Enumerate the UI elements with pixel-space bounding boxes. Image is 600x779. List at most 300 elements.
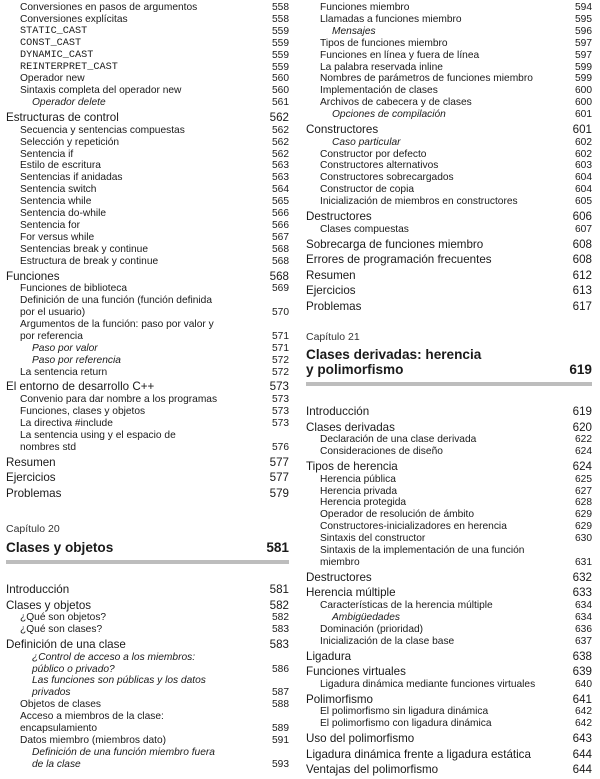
toc-entry (320, 600, 592, 612)
toc-entry-title: Ligadura dinámica mediante funciones virtuales (320, 678, 536, 690)
toc-entry-page: 625 (575, 473, 592, 485)
toc-entry (20, 418, 289, 430)
toc-entry-page: 573 (272, 394, 289, 406)
toc-entry-title: Herencia privada (320, 485, 398, 497)
toc-entry-page: 563 (272, 172, 289, 184)
toc-entry (320, 149, 592, 161)
chapter-21-header (306, 331, 592, 386)
chapter-title: Clases derivadas: herencia y polimorfismo (306, 347, 482, 377)
toc-entry-page: 644 (572, 747, 592, 761)
chapter-20-header (6, 523, 289, 564)
toc-entry-title: Declaración de una clase derivada (320, 434, 477, 446)
toc-entry (320, 509, 592, 521)
toc-entry (6, 111, 289, 125)
toc-entry-title: Acceso a miembros de la clase: encapsulamiento (20, 711, 164, 735)
toc-entry (320, 446, 592, 458)
toc-entry (20, 319, 289, 343)
toc-entry-title: REINTERPRET_CAST (20, 61, 118, 73)
toc-entry (20, 50, 289, 62)
toc-entry (6, 487, 289, 501)
toc-entry-title: Constructores alternativos (320, 160, 439, 172)
toc-entry-title: Consideraciones de diseño (320, 446, 443, 458)
toc-entry (20, 137, 289, 149)
toc-entry (306, 571, 592, 585)
toc-entry-title: Herencia pública (320, 473, 396, 485)
toc-entry (6, 583, 289, 597)
toc-entry-title: Opciones de compilación (332, 109, 446, 121)
toc-entry-page: 577 (269, 455, 289, 469)
toc-entry (320, 624, 592, 636)
toc-entry-page: 566 (272, 220, 289, 231)
toc-entry-page: 591 (272, 734, 289, 746)
toc-entry-title: Destructores (306, 570, 372, 584)
toc-entry (320, 2, 592, 14)
toc-entry (20, 244, 289, 256)
left-top-entries (6, 2, 289, 500)
toc-entry-title: La palabra reservada inline (320, 61, 443, 73)
toc-entry-page: 607 (575, 223, 592, 235)
toc-entry-title: Operador new (20, 73, 85, 85)
toc-entry (320, 636, 592, 648)
toc-entry-title: Inicialización de la clase base (320, 635, 455, 647)
toc-entry-title: La sentencia using y el espacio de nombres std (20, 429, 176, 453)
toc-entry-page: 560 (272, 73, 289, 85)
toc-entry (320, 172, 592, 184)
toc-entry-title: Estructuras de control (6, 111, 119, 125)
toc-entry-page: 602 (575, 148, 592, 160)
toc-entry-title: Características de la herencia múltiple (320, 600, 493, 612)
toc-entry (306, 405, 592, 419)
toc-entry-title: Convenio para dar nombre a los programas (20, 394, 218, 406)
toc-entry-page: 630 (575, 533, 592, 545)
toc-entry-title: Constructores (306, 123, 379, 137)
toc-entry-page: 638 (572, 649, 592, 663)
toc-entry-page: 599 (575, 61, 592, 73)
toc-entry-title: Funciones, clases y objetos (20, 405, 146, 417)
toc-entry-title: Implementación de clases (320, 85, 438, 97)
toc-entry (306, 732, 592, 746)
toc-entry-page: 560 (272, 85, 289, 97)
toc-entry-page: 566 (272, 208, 289, 220)
toc-entry-title: Funciones de biblioteca (20, 283, 128, 295)
chapter-label: Capítulo 20 (6, 523, 60, 535)
toc-entry (320, 97, 592, 109)
toc-entry-page: 603 (575, 160, 592, 172)
chapter-heading (6, 540, 289, 555)
toc-entry (20, 624, 289, 636)
toc-entry-title: Funciones virtuales (306, 665, 406, 679)
toc-entry (20, 711, 289, 735)
toc-entry (20, 295, 289, 319)
toc-entry (320, 545, 592, 569)
toc-entry-title: Sentencias break y continue (20, 243, 148, 255)
toc-entry (320, 196, 592, 208)
toc-entry (6, 456, 289, 470)
toc-entry-page: 562 (272, 136, 289, 148)
toc-entry-page: 571 (272, 330, 289, 342)
toc-entry-page: 564 (272, 184, 289, 196)
toc-entry-page: 605 (575, 196, 592, 208)
chapter-divider (6, 560, 289, 564)
toc-entry-page: 571 (272, 342, 289, 354)
toc-entry-page: 644 (572, 763, 592, 777)
toc-entry (332, 612, 592, 624)
toc-entry (306, 748, 592, 762)
chapter-label: Capítulo 21 (306, 331, 360, 343)
toc-entry-title: Inicialización de miembros en constructores (320, 196, 518, 208)
toc-entry-title: La sentencia return (20, 366, 108, 378)
toc-entry (32, 747, 289, 771)
toc-entry (320, 73, 592, 85)
toc-entry-title: Constructores-inicializadores en herencia (320, 521, 507, 533)
toc-entry-title: Ambigüedades (332, 611, 400, 623)
toc-entry (320, 62, 592, 74)
toc-entry-page: 570 (272, 307, 289, 319)
toc-entry-page: 628 (575, 497, 592, 509)
toc-entry (6, 471, 289, 485)
toc-entry (306, 460, 592, 474)
toc-entry-title: Constructor por defecto (320, 148, 427, 160)
toc-entry-page: 599 (575, 73, 592, 85)
toc-entry-page: 640 (575, 678, 592, 690)
toc-entry-title: Estructura de break y continue (20, 255, 159, 267)
toc-entry (6, 599, 289, 613)
toc-entry-title: Constructores sobrecargados (320, 172, 454, 184)
toc-entry-title: Polimorfismo (306, 692, 373, 706)
toc-entry-page: 634 (575, 600, 592, 612)
toc-entry (306, 210, 592, 224)
toc-entry (320, 38, 592, 50)
toc-entry (320, 434, 592, 446)
toc-entry-page: 600 (575, 97, 592, 109)
toc-entry (320, 679, 592, 691)
toc-entry-page: 601 (572, 123, 592, 137)
toc-entry (20, 172, 289, 184)
toc-entry (320, 85, 592, 97)
toc-entry (306, 650, 592, 664)
toc-entry (20, 38, 289, 50)
toc-entry (20, 160, 289, 172)
toc-entry (320, 160, 592, 172)
chapter-divider (306, 382, 592, 386)
toc-entry (20, 2, 289, 14)
toc-entry (306, 763, 592, 777)
chapter-title: Clases y objetos (6, 540, 114, 555)
toc-entry-page: 568 (269, 269, 289, 283)
toc-entry (320, 224, 592, 236)
toc-entry-page: 629 (575, 509, 592, 521)
toc-entry-title: Funciones (6, 269, 60, 283)
toc-entry-title: Secuencia y sentencias compuestas (20, 124, 185, 136)
toc-entry (20, 26, 289, 38)
toc-entry-page: 577 (269, 471, 289, 485)
toc-entry-title: Las funciones son públicas y los datos privados (32, 675, 206, 699)
toc-entry-page: 602 (575, 136, 592, 148)
toc-entry-title: La directiva #include (20, 417, 113, 429)
toc-entry-page: 582 (269, 598, 289, 612)
toc-entry-title: Herencia protegida (320, 497, 407, 509)
toc-entry (306, 123, 592, 137)
toc-entry-page: 596 (575, 25, 592, 37)
toc-entry-title: Argumentos de la función: paso por valor y por referencia (20, 318, 214, 342)
toc-entry (320, 14, 592, 26)
toc-entry-title: Funciones en línea y fuera de línea (320, 49, 480, 61)
toc-entry (306, 693, 592, 707)
toc-entry (306, 665, 592, 679)
toc-entry-title: Operador delete (32, 97, 106, 109)
toc-entry-page: 634 (575, 611, 592, 623)
toc-entry-title: Nombres de parámetros de funciones miembro (320, 73, 533, 85)
toc-entry-title: Paso por valor (32, 342, 98, 354)
toc-entry-page: 642 (575, 718, 592, 730)
toc-entry-page: 643 (572, 732, 592, 746)
toc-entry-title: Sentencias if anidadas (20, 172, 123, 184)
toc-entry-title: Destructores (306, 210, 372, 224)
toc-entry-page: 562 (272, 148, 289, 160)
toc-entry-title: Ventajas del polimorfismo (306, 763, 439, 777)
toc-entry (20, 73, 289, 85)
toc-entry-page: 601 (575, 109, 592, 121)
toc-entry-page: 632 (572, 570, 592, 584)
toc-entry (306, 586, 592, 600)
toc-entry (32, 343, 289, 355)
toc-entry-page: 608 (572, 237, 592, 251)
toc-entry-title: Dominación (prioridad) (320, 623, 424, 635)
toc-entry-page: 612 (572, 268, 592, 282)
toc-entry-page: 576 (272, 441, 289, 453)
toc-entry (20, 735, 289, 747)
toc-entry-page: 573 (272, 405, 289, 417)
toc-entry-page: 559 (272, 25, 289, 37)
toc-entry (20, 699, 289, 711)
toc-entry-title: Definición de una clase (6, 638, 126, 651)
toc-entry (32, 97, 289, 109)
toc-entry-title: Ligadura dinámica frente a ligadura estática (306, 747, 531, 761)
toc-entry-title: For versus while (20, 231, 95, 243)
toc-entry-title: Problemas (6, 486, 62, 500)
toc-entry-title: Ejercicios (306, 284, 356, 298)
toc-entry-page: 559 (272, 37, 289, 49)
toc-entry-page: 624 (575, 446, 592, 458)
toc-entry-title: Clases derivadas (306, 420, 395, 434)
toc-entry-page: 629 (575, 521, 592, 533)
toc-entry-title: Resumen (6, 455, 56, 469)
toc-entry-title: Errores de programación frecuentes (306, 253, 492, 267)
toc-entry-page: 587 (272, 687, 289, 699)
toc-entry-title: Definición de una función (función definida por el usuario) (20, 295, 212, 319)
toc-entry-page: 622 (575, 434, 592, 446)
toc-entry-page: 573 (272, 417, 289, 429)
toc-entry-title: Resumen (306, 268, 356, 282)
toc-entry (320, 521, 592, 533)
toc-entry-title: Constructor de copia (320, 184, 415, 196)
toc-entry-title: Herencia múltiple (306, 586, 396, 600)
toc-entry-title: Clases y objetos (6, 598, 92, 612)
toc-entry-title: Operador de resolución de ámbito (320, 509, 475, 521)
toc-entry-title: Sintaxis completa del operador new (20, 85, 182, 97)
toc-entry-title: Caso particular (332, 136, 401, 148)
toc-entry (6, 638, 289, 652)
toc-entry-page: 604 (575, 184, 592, 196)
toc-entry-title: ¿Qué son objetos? (20, 612, 107, 624)
toc-entry-page: 573 (269, 380, 289, 394)
toc-entry-page: 589 (272, 723, 289, 735)
toc-entry-title: Introducción (6, 583, 70, 596)
toc-entry (6, 270, 289, 284)
toc-entry (20, 256, 289, 268)
toc-entry-title: Problemas (306, 299, 362, 313)
toc-entry-page: 608 (572, 253, 592, 267)
toc-entry-page: 642 (575, 706, 592, 718)
toc-entry-title: DYNAMIC_CAST (20, 49, 94, 61)
toc-entry-page: 558 (272, 2, 289, 13)
toc-entry-page: 558 (272, 13, 289, 25)
toc-entry-title: Funciones miembro (320, 2, 410, 13)
toc-entry-page: 633 (572, 586, 592, 600)
toc-entry-page: 561 (272, 97, 289, 109)
toc-entry (20, 612, 289, 624)
toc-entry (332, 26, 592, 38)
toc-entry-page: 637 (575, 635, 592, 647)
toc-entry (320, 706, 592, 718)
toc-entry-title: Tipos de herencia (306, 460, 398, 473)
right-chapter-entries (306, 403, 592, 777)
toc-entry (20, 62, 289, 74)
toc-entry (20, 85, 289, 97)
toc-entry-page: 586 (272, 663, 289, 675)
toc-entry-title: Conversiones en pasos de argumentos (20, 2, 198, 13)
toc-entry-page: 588 (272, 699, 289, 711)
toc-entry (20, 232, 289, 244)
toc-entry-page: 568 (272, 243, 289, 255)
toc-entry (320, 50, 592, 62)
toc-entry-title: STATIC_CAST (20, 25, 88, 37)
toc-entry (20, 14, 289, 26)
toc-entry-page: 579 (269, 486, 289, 500)
toc-entry-page: 631 (575, 556, 592, 568)
toc-entry-title: El polimorfismo con ligadura dinámica (320, 718, 492, 730)
toc-entry-title: Selección y repetición (20, 136, 120, 148)
toc-entry-page: 641 (572, 692, 592, 706)
toc-entry-page: 582 (272, 612, 289, 624)
chapter-page: 619 (569, 362, 592, 377)
toc-entry-title: Archivos de cabecera y de clases (320, 97, 472, 109)
toc-entry-title: Sintaxis de la implementación de una función miembro (320, 545, 525, 568)
toc-entry-page: 627 (575, 485, 592, 497)
toc-entry-title: Estilo de escritura (20, 160, 101, 172)
toc-entry (320, 474, 592, 486)
toc-entry-page: 583 (269, 638, 289, 651)
toc-entry-page: 572 (272, 354, 289, 366)
toc-entry-page: 568 (272, 255, 289, 267)
toc-entry-title: Uso del polimorfismo (306, 732, 415, 746)
right-top-entries (306, 2, 592, 314)
toc-entry-title: Sentencia for (20, 220, 81, 231)
toc-entry-page: 604 (575, 172, 592, 184)
toc-entry-title: Mensajes (332, 25, 376, 37)
toc-entry-page: 594 (575, 2, 592, 13)
toc-entry-title: Ligadura (306, 649, 352, 663)
toc-entry-title: Introducción (306, 405, 370, 418)
toc-entry-title: Sobrecarga de funciones miembro (306, 237, 484, 251)
toc-entry (306, 421, 592, 435)
toc-entry-page: 639 (572, 665, 592, 679)
toc-entry (6, 380, 289, 394)
toc-entry-page: 569 (272, 283, 289, 295)
toc-entry (20, 394, 289, 406)
toc-entry-title: ¿Control de acceso a los miembros: público o privado? (32, 651, 196, 675)
toc-entry (306, 269, 592, 283)
toc-entry-title: Paso por referencia (32, 354, 121, 366)
toc-entry-page: 581 (269, 583, 289, 596)
toc-entry (306, 284, 592, 298)
toc-entry (20, 367, 289, 379)
toc-entry-page: 617 (572, 299, 592, 313)
toc-entry (320, 486, 592, 498)
toc-entry-title: Sentencia switch (20, 184, 97, 196)
toc-entry-title: Sentencia if (20, 148, 74, 160)
toc-entry-title: Definición de una función miembro fuera de la clase (32, 746, 215, 770)
toc-entry (20, 283, 289, 295)
toc-entry-title: ¿Qué son clases? (20, 624, 103, 636)
toc-entry-title: Llamadas a funciones miembro (320, 13, 462, 25)
toc-entry (32, 355, 289, 367)
toc-entry-page: 636 (575, 623, 592, 635)
toc-entry (306, 238, 592, 252)
toc-entry (332, 109, 592, 121)
toc-entry (20, 196, 289, 208)
toc-entry-page: 595 (575, 13, 592, 25)
toc-entry-title: Tipos de funciones miembro (320, 37, 448, 49)
toc-entry-title: Clases compuestas (320, 223, 409, 235)
toc-entry (20, 430, 289, 454)
toc-entry-page: 583 (272, 624, 289, 636)
toc-entry-title: Sentencia while (20, 196, 92, 208)
toc-entry (20, 149, 289, 161)
toc-entry (320, 497, 592, 509)
toc-entry-page: 562 (272, 124, 289, 136)
toc-entry-title: CONST_CAST (20, 37, 82, 49)
toc-entry-page: 562 (269, 111, 289, 125)
toc-entry (20, 184, 289, 196)
toc-entry-page: 593 (272, 758, 289, 770)
toc-entry-title: Sentencia do-while (20, 208, 107, 220)
toc-entry-title: Ejercicios (6, 471, 56, 485)
chapter-heading (306, 347, 592, 377)
toc-entry (320, 184, 592, 196)
toc-entry (20, 220, 289, 232)
toc-entry (306, 253, 592, 267)
toc-entry (306, 300, 592, 314)
toc-entry (32, 652, 289, 676)
toc-entry-title: Objetos de clases (20, 699, 101, 711)
toc-entry (320, 718, 592, 730)
toc-entry-page: 606 (572, 210, 592, 224)
toc-entry-page: 572 (272, 366, 289, 378)
toc-entry (332, 137, 592, 149)
toc-entry-page: 624 (572, 460, 592, 473)
toc-entry-page: 619 (572, 405, 592, 418)
toc-entry-title: El polimorfismo sin ligadura dinámica (320, 706, 489, 718)
toc-entry-page: 563 (272, 160, 289, 172)
toc-entry-title: El entorno de desarrollo C++ (6, 380, 155, 394)
toc-entry-title: Datos miembro (miembros dato) (20, 734, 167, 746)
toc-entry-page: 567 (272, 231, 289, 243)
left-chapter-entries (6, 581, 289, 771)
toc-entry-page: 559 (272, 61, 289, 73)
toc-entry-title: Sintaxis del constructor (320, 533, 426, 545)
toc-entry (20, 208, 289, 220)
